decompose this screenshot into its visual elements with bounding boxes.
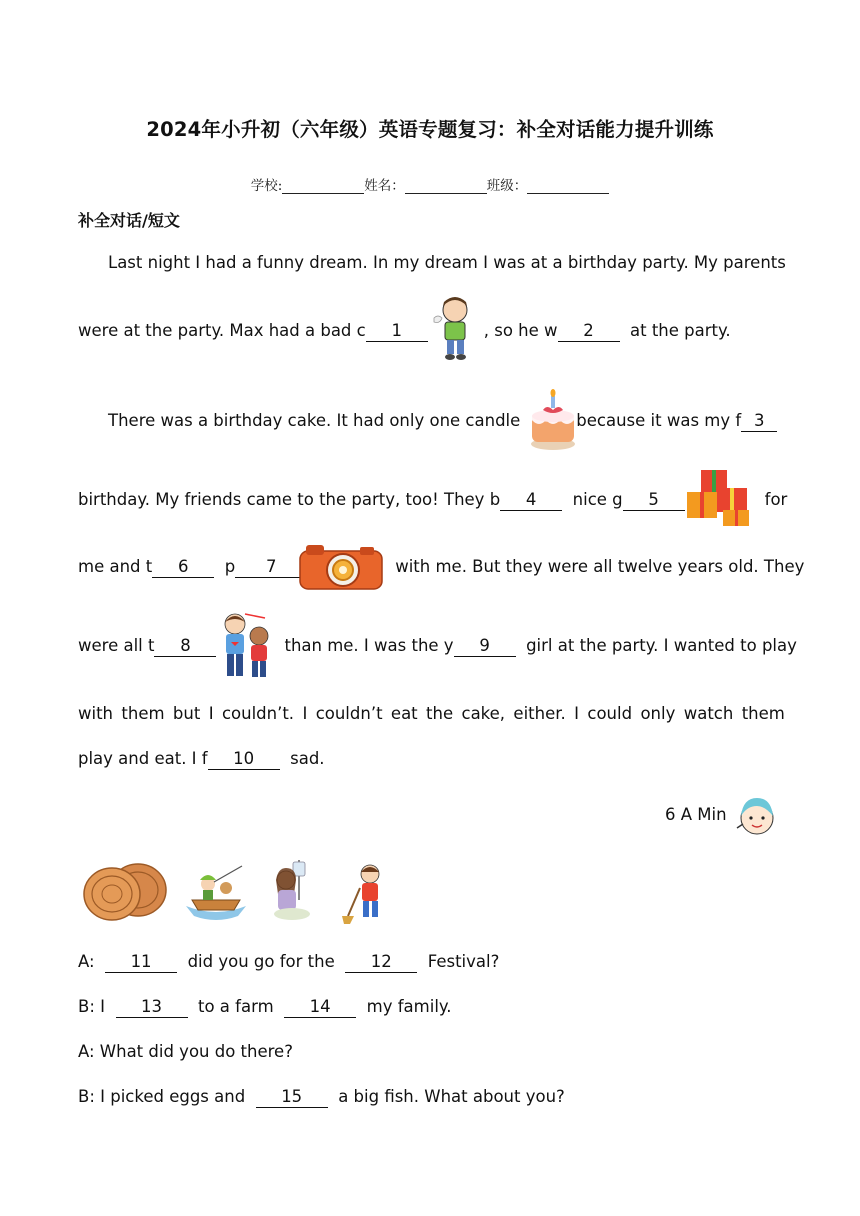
word: watch (683, 704, 734, 723)
name-line (405, 180, 487, 194)
text: to a farm (198, 997, 274, 1016)
passage-line-8 (78, 748, 325, 770)
sick-boy-icon (428, 294, 478, 366)
blank-3: 3 (741, 411, 777, 432)
text: were all t (78, 636, 155, 655)
word: them (741, 704, 785, 723)
text: Festival? (427, 952, 500, 971)
word: with (78, 704, 114, 723)
passage-line-3 (108, 410, 777, 432)
blank-7: 7 (235, 557, 307, 578)
text: me and t (78, 557, 153, 576)
blank-2: 2 (558, 321, 620, 342)
school-line (282, 180, 364, 194)
passage-line-7 (78, 703, 785, 725)
text: my family. (366, 997, 452, 1016)
word: but (172, 704, 201, 723)
word: only (640, 704, 676, 723)
text: were at the party. Max had a bad c (78, 321, 366, 340)
blank-9: 9 (454, 636, 516, 657)
speaker: B: I picked eggs and (78, 1087, 246, 1106)
section-heading: 补全对话/短文 (78, 211, 180, 230)
blank-15: 15 (256, 1087, 328, 1108)
camera-icon (298, 543, 384, 591)
speaker: A: (78, 952, 95, 971)
word: eat (390, 704, 418, 723)
word: couldn’t. (221, 704, 295, 723)
blank-5: 5 (623, 490, 685, 511)
text: for (764, 490, 788, 509)
word: them (121, 704, 165, 723)
girl-avatar-icon (733, 794, 781, 838)
school-label: 学校: (250, 178, 283, 194)
mooncakes-icon (82, 860, 168, 922)
blank-4: 4 (500, 490, 562, 511)
text: sad. (290, 749, 325, 768)
word: I (574, 704, 579, 723)
text: There was a birthday cake. It had only one candle (108, 411, 521, 430)
passage-line-5 (78, 556, 804, 578)
name-label: 姓名： (364, 178, 405, 194)
passage-line-4 (78, 489, 787, 511)
text: play and eat. I f (78, 749, 208, 768)
blank-11: 11 (105, 952, 177, 973)
word: could (587, 704, 633, 723)
text: than me. I was the y (284, 636, 454, 655)
passage-line-6 (78, 635, 797, 657)
text: nice g (572, 490, 623, 509)
word: I (302, 704, 308, 723)
passage-line-2 (78, 320, 731, 342)
text: at the party. (630, 321, 731, 340)
text: p (224, 557, 236, 576)
page-title: 2024年小升初（六年级）英语专题复习：补全对话能力提升训练 (146, 118, 714, 141)
blank-12: 12 (345, 952, 417, 973)
signature: 6 A Min (665, 805, 727, 824)
word: cake, (461, 704, 506, 723)
word: the (426, 704, 454, 723)
text: , so he w (483, 321, 558, 340)
text: girl at the party. I wanted to play (526, 636, 797, 655)
text: with me. But they were all twelve years old. They (395, 557, 805, 576)
sweeping-boy-icon (342, 860, 394, 926)
fishing-boat-icon (184, 862, 248, 922)
blank-13: 13 (116, 997, 188, 1018)
speaker: B: I (78, 997, 105, 1016)
text: a big fish. What about you? (338, 1087, 565, 1106)
sick-girl-drip-icon (268, 858, 318, 924)
word: I (208, 704, 214, 723)
gifts-icon (683, 466, 753, 528)
class-label: 班级： (486, 178, 528, 194)
text: because it was my f (576, 411, 742, 430)
word: couldn’t (315, 704, 383, 723)
blank-10: 10 (208, 749, 280, 770)
word: either. (513, 704, 566, 723)
birthday-cake-icon (527, 386, 579, 452)
text: did you go for the (187, 952, 335, 971)
class-line (527, 180, 609, 194)
dialog-line-1 (78, 951, 499, 973)
blank-1: 1 (366, 321, 428, 342)
dialog-line-4 (78, 1086, 565, 1108)
dialog-line-2 (78, 996, 452, 1018)
blank-14: 14 (284, 997, 356, 1018)
student-info (0, 174, 860, 194)
blank-6: 6 (152, 557, 214, 578)
text: birthday. My friends came to the party, too! They b (78, 490, 501, 509)
dialog-line-3: A: What did you do there? (78, 1042, 293, 1061)
blank-8: 8 (154, 636, 216, 657)
tall-short-kids-icon (215, 608, 277, 682)
passage-line-1: Last night I had a funny dream. In my dream I was at a birthday party. My parents (108, 253, 786, 272)
